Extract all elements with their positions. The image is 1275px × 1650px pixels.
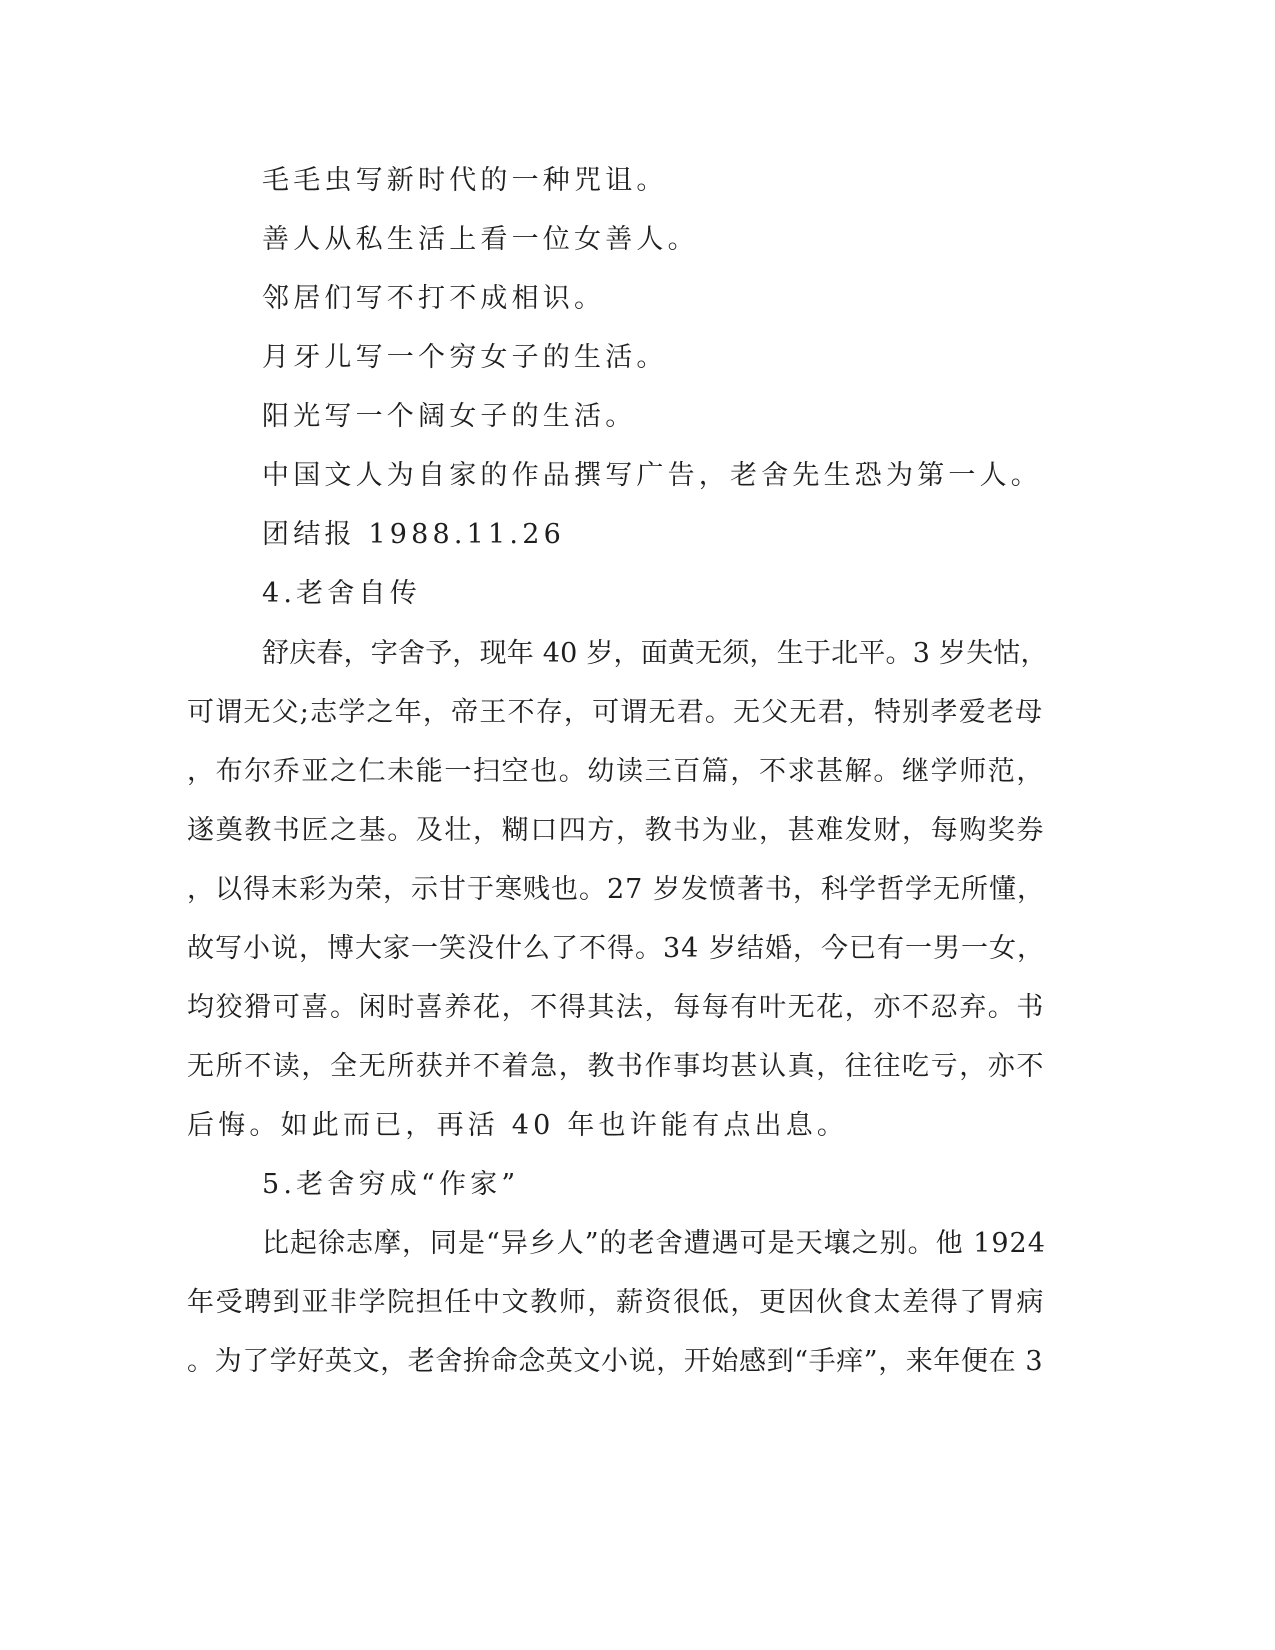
paragraph-line: 年受聘到亚非学院担任中文教师，薪资很低，更因伙食太差得了胃病 bbox=[187, 1287, 1045, 1318]
ad-line: 毛毛虫写新时代的一种咒诅。 bbox=[262, 165, 668, 196]
paragraph-line: ，布尔乔亚之仁未能一扫空也。幼读三百篇，不求甚解。继学师范， bbox=[187, 756, 1045, 787]
ad-line: 中国文人为自家的作品撰写广告，老舍先生恐为第一人。 bbox=[262, 460, 1042, 491]
paragraph-line: 可谓无父;志学之年，帝王不存，可谓无君。无父无君，特别孝爱老母 bbox=[187, 697, 1044, 728]
ad-line: 月牙儿写一个穷女子的生活。 bbox=[262, 342, 668, 373]
paragraph-line: 舒庆春，字舍予，现年 40 岁，面黄无须，生于北平。3 岁失怙， bbox=[262, 638, 1048, 669]
section-heading: 5.老舍穷成“作家” bbox=[262, 1169, 520, 1200]
paragraph-line: 后悔。如此而已，再活 40 年也许能有点出息。 bbox=[187, 1110, 849, 1141]
paragraph-line: 。为了学好英文，老舍拚命念英文小说，开始感到“手痒”，来年便在 3 bbox=[187, 1346, 1044, 1377]
ad-line: 善人从私生活上看一位女善人。 bbox=[262, 224, 699, 255]
paragraph-line: 均狡猾可喜。闲时喜养花，不得其法，每每有叶无花，亦不忍弃。书 bbox=[187, 992, 1045, 1023]
paragraph-line: 比起徐志摩，同是“异乡人”的老舍遭遇可是天壤之别。他 1924 bbox=[262, 1228, 1046, 1259]
paragraph-line: ，以得末彩为荣，示甘于寒贱也。27 岁发愤著书，科学哲学无所懂， bbox=[187, 874, 1045, 905]
paragraph-line: 故写小说，博大家一笑没什么了不得。34 岁结婚，今已有一男一女， bbox=[187, 933, 1045, 964]
ad-line: 阳光写一个阔女子的生活。 bbox=[262, 401, 637, 432]
paragraph-line: 遂奠教书匠之基。及壮，糊口四方，教书为业，甚难发财，每购奖券 bbox=[187, 815, 1045, 846]
paragraph-line: 无所不读，全无所获并不着急，教书作事均甚认真，往往吃亏，亦不 bbox=[187, 1051, 1045, 1082]
ad-line: 邻居们写不打不成相识。 bbox=[262, 283, 606, 314]
source-citation: 团结报 1988.11.26 bbox=[262, 519, 565, 550]
section-heading: 4.老舍自传 bbox=[262, 578, 421, 609]
